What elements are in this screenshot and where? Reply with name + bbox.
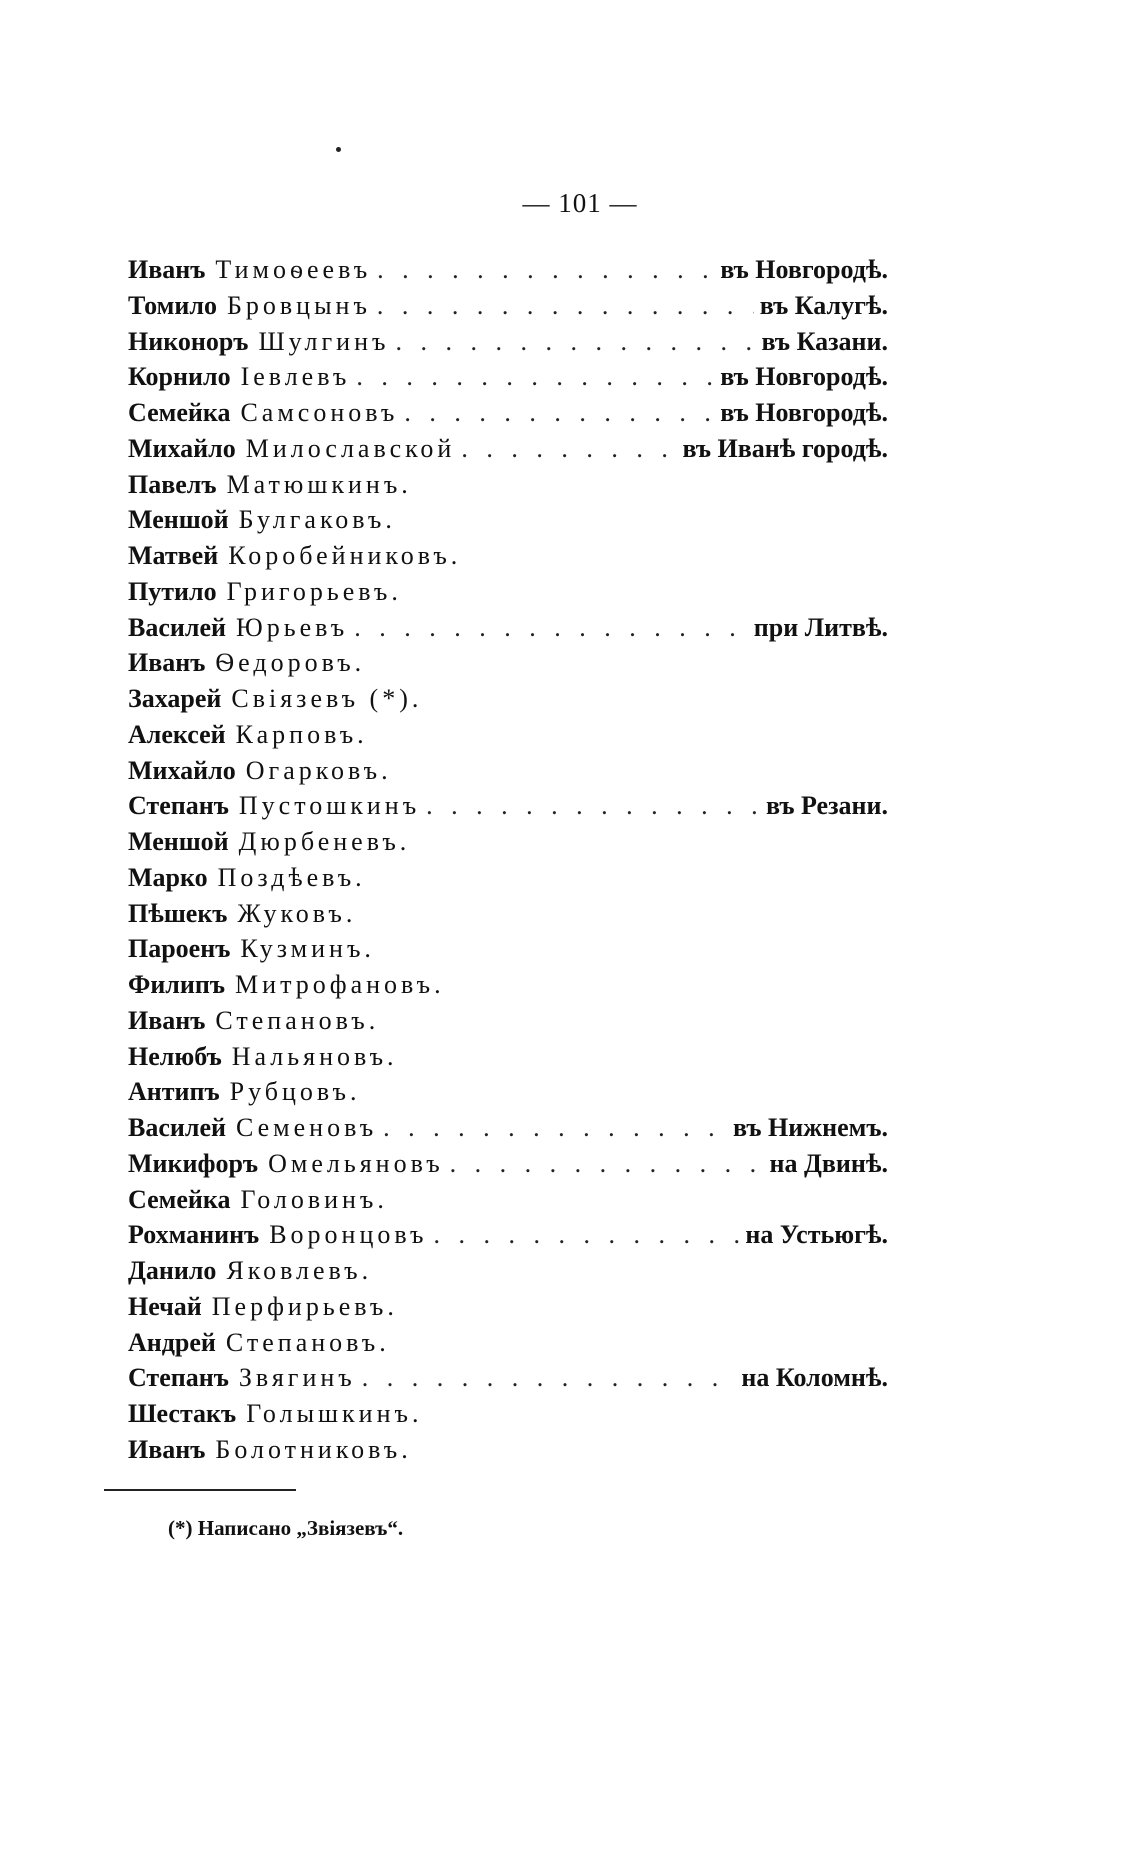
surname: Омельяновъ bbox=[268, 1148, 444, 1178]
given-name: Микифоръ bbox=[128, 1148, 259, 1178]
page-number: — 101 — bbox=[522, 188, 638, 218]
list-item bbox=[128, 431, 888, 467]
surname: Матюшкинъ. bbox=[226, 469, 412, 499]
surname: Шулгинъ bbox=[258, 326, 390, 356]
surname: Степановъ. bbox=[225, 1327, 390, 1357]
list-item bbox=[128, 1253, 888, 1289]
surname: Голышкинъ. bbox=[246, 1399, 423, 1428]
surname: Рубцовъ. bbox=[229, 1077, 361, 1107]
footnote: (*) Написано „Звіязевъ“. bbox=[168, 1516, 404, 1540]
list-item bbox=[128, 860, 888, 896]
surname: Ѳедоровъ. bbox=[215, 648, 366, 678]
given-name: Пѣшекъ bbox=[128, 898, 228, 928]
name-list bbox=[128, 252, 888, 1468]
place: на Коломнѣ. bbox=[741, 1363, 888, 1393]
place: въ Калугѣ. bbox=[759, 290, 888, 320]
given-name: Иванъ bbox=[128, 648, 206, 678]
surname: Поздѣевъ. bbox=[217, 862, 366, 892]
stray-dot bbox=[336, 147, 341, 152]
dot-leader bbox=[377, 288, 754, 324]
given-name: Нелюбъ bbox=[128, 1041, 222, 1071]
list-item bbox=[128, 610, 888, 646]
surname: Нальяновъ. bbox=[231, 1041, 398, 1071]
given-name: Меншой bbox=[128, 827, 229, 856]
surname: Самсоновъ bbox=[240, 398, 399, 427]
place: въ Нижнемъ. bbox=[733, 1113, 888, 1142]
given-name: Меншой bbox=[128, 505, 229, 535]
list-item bbox=[128, 1039, 888, 1075]
given-name: Марко bbox=[128, 862, 208, 892]
given-name: Шестакъ bbox=[128, 1399, 237, 1428]
dot-leader bbox=[461, 431, 676, 467]
given-name: Филипъ bbox=[128, 970, 226, 999]
dot-leader bbox=[433, 1217, 739, 1253]
list-item bbox=[128, 288, 888, 324]
list-item bbox=[128, 1432, 888, 1468]
list-item bbox=[128, 1360, 888, 1396]
place: на Двинѣ. bbox=[769, 1148, 888, 1178]
place: въ Новгородѣ. bbox=[720, 255, 888, 284]
surname: Яковлевъ. bbox=[226, 1256, 373, 1285]
list-item bbox=[128, 502, 888, 538]
surname: Коробейниковъ. bbox=[228, 541, 462, 570]
footnote-divider bbox=[104, 1489, 296, 1491]
list-item bbox=[128, 645, 888, 681]
given-name: Томило bbox=[128, 290, 217, 320]
list-item bbox=[128, 1325, 888, 1361]
list-item bbox=[128, 824, 888, 860]
dot-leader bbox=[362, 1360, 736, 1396]
list-item bbox=[128, 717, 888, 753]
place: въ Казани. bbox=[761, 326, 888, 356]
list-item bbox=[128, 1217, 888, 1253]
surname: Карповъ. bbox=[235, 719, 368, 749]
list-item bbox=[128, 1074, 888, 1110]
surname: Звягинъ bbox=[238, 1363, 356, 1393]
surname: Григорьевъ. bbox=[226, 576, 402, 606]
list-item bbox=[128, 1289, 888, 1325]
surname: Пустошкинъ bbox=[238, 791, 421, 821]
list-item bbox=[128, 1146, 888, 1182]
surname: Болотниковъ. bbox=[215, 1434, 412, 1464]
list-item bbox=[128, 395, 888, 431]
given-name: Иванъ bbox=[128, 255, 206, 284]
given-name: Нечай bbox=[128, 1291, 202, 1321]
given-name: Корнило bbox=[128, 362, 231, 392]
given-name: Василей bbox=[128, 1113, 226, 1142]
surname: Милославской bbox=[245, 433, 456, 463]
surname: Степановъ. bbox=[215, 1005, 380, 1035]
given-name: Матвей bbox=[128, 541, 219, 570]
list-item bbox=[128, 324, 888, 360]
list-item bbox=[128, 467, 888, 503]
surname: Семеновъ bbox=[235, 1113, 378, 1142]
dot-leader bbox=[426, 788, 760, 824]
given-name: Захарей bbox=[128, 684, 222, 713]
list-item bbox=[128, 1182, 888, 1218]
surname: Воронцовъ bbox=[269, 1220, 428, 1250]
place: на Устьюгѣ. bbox=[745, 1220, 888, 1250]
place: въ Новгородѣ. bbox=[720, 398, 888, 427]
given-name: Путило bbox=[128, 576, 217, 606]
dot-leader bbox=[383, 1110, 727, 1146]
dot-leader bbox=[450, 1146, 764, 1182]
surname: Тимоѳеевъ bbox=[215, 255, 372, 284]
given-name: Михайло bbox=[128, 755, 236, 785]
list-item bbox=[128, 967, 888, 1003]
dot-leader bbox=[377, 252, 714, 288]
list-item bbox=[128, 574, 888, 610]
list-item bbox=[128, 359, 888, 395]
surname: Свіязевъ (*). bbox=[231, 684, 423, 713]
given-name: Алексей bbox=[128, 719, 226, 749]
dot-leader bbox=[404, 395, 714, 431]
place: въ Резани. bbox=[765, 791, 888, 821]
surname: Жуковъ. bbox=[237, 898, 357, 928]
list-item bbox=[128, 896, 888, 932]
given-name: Семейка bbox=[128, 1184, 231, 1214]
list-item bbox=[128, 1396, 888, 1432]
list-item bbox=[128, 788, 888, 824]
dot-leader bbox=[356, 359, 714, 395]
place: въ Иванѣ городѣ. bbox=[682, 433, 888, 463]
surname: Головинъ. bbox=[240, 1184, 388, 1214]
given-name: Семейка bbox=[128, 398, 231, 427]
given-name: Степанъ bbox=[128, 791, 229, 821]
given-name: Пароенъ bbox=[128, 934, 231, 964]
surname: Юрьевъ bbox=[235, 612, 349, 642]
place: при Литвѣ. bbox=[753, 612, 888, 642]
list-item bbox=[128, 753, 888, 789]
dot-leader bbox=[354, 610, 748, 646]
surname: Іевлевъ bbox=[240, 362, 351, 392]
given-name: Павелъ bbox=[128, 469, 217, 499]
given-name: Антипъ bbox=[128, 1077, 220, 1107]
given-name: Рохманинъ bbox=[128, 1220, 260, 1250]
given-name: Андрей bbox=[128, 1327, 216, 1357]
given-name: Василей bbox=[128, 612, 226, 642]
place: въ Новгородѣ. bbox=[720, 362, 888, 392]
list-item bbox=[128, 252, 888, 288]
given-name: Данило bbox=[128, 1256, 217, 1285]
list-item bbox=[128, 538, 888, 574]
given-name: Степанъ bbox=[128, 1363, 229, 1393]
list-item bbox=[128, 931, 888, 967]
list-item bbox=[128, 681, 888, 717]
surname: Булгаковъ. bbox=[238, 505, 396, 535]
surname: Перфирьевъ. bbox=[211, 1291, 398, 1321]
given-name: Иванъ bbox=[128, 1005, 206, 1035]
list-item bbox=[128, 1003, 888, 1039]
given-name: Михайло bbox=[128, 433, 236, 463]
surname: Огарковъ. bbox=[245, 755, 392, 785]
list-item bbox=[128, 1110, 888, 1146]
given-name: Иванъ bbox=[128, 1434, 206, 1464]
given-name: Никоноръ bbox=[128, 326, 249, 356]
surname: Дюрбеневъ. bbox=[238, 827, 411, 856]
surname: Бровцынъ bbox=[226, 290, 371, 320]
surname: Кузминъ. bbox=[240, 934, 375, 964]
dot-leader bbox=[395, 324, 755, 360]
surname: Митрофановъ. bbox=[235, 970, 445, 999]
